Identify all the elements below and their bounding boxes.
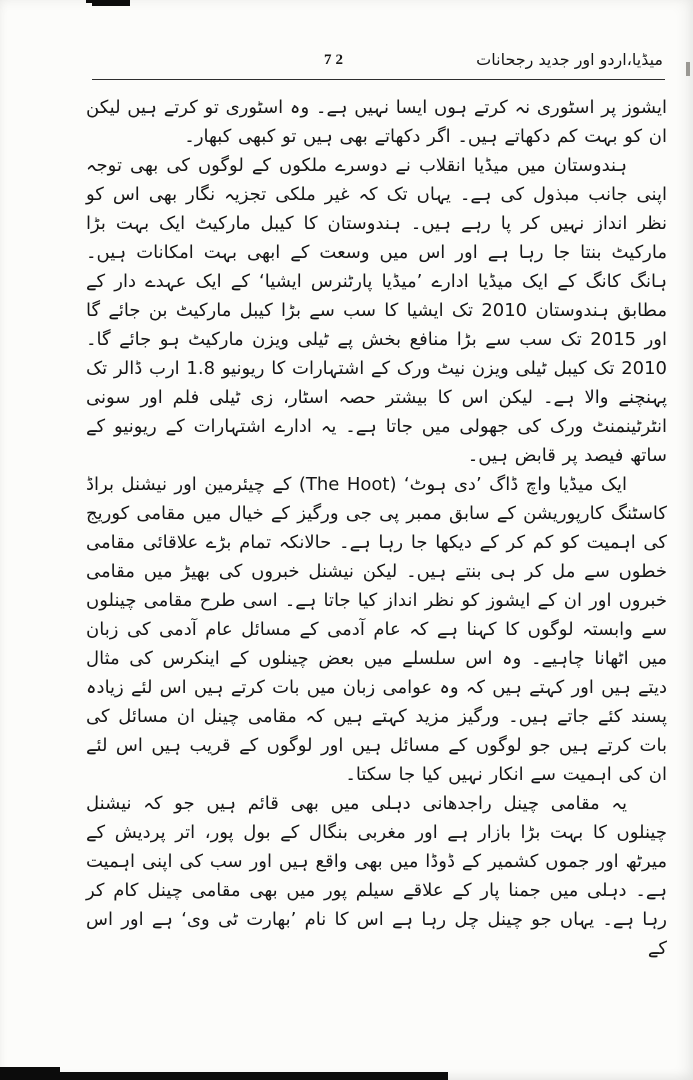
page-header xyxy=(92,50,665,74)
running-header-title: میڈیا،اردو اور جدید رجحانات xyxy=(476,50,663,69)
scan-artifact-right-edge xyxy=(686,62,690,76)
paragraph-continuation: ایشوز پر اسٹوری نہ کرتے ہوں ایسا نہیں ہے۔ وہ اسٹوری تو کرتے ہیں لیکن ان کو بہت کم دکھاتے ہیں۔ اگر دکھاتے بھی ہیں تو کبھی کبھار۔ xyxy=(86,97,667,147)
header-divider xyxy=(92,79,665,80)
paragraph-the-hoot: ایک میڈیا واچ ڈاگ ’دی ہوٹ‘ (The Hoot) کے چیئرمین اور نیشنل براڈ کاسٹنگ کارپوریشن کے سابق ممبر پی جی ورگیز کے خیال میں مقامی کوریج کی اہمیت کو کم کر کے دیکھا جا رہا ہے۔ حالانکہ تمام بڑے علاقائی مقامی خطوں سے مل کر ہی بنتے ہیں۔ لیکن نیشنل خبروں کی بھیڑ میں مقامی خبروں اور ان کے ایشوز کو نظر انداز کیا جاتا ہے۔ اسی طرح مقامی چینلوں سے وابستہ لوگوں کا کہنا ہے کہ عام آدمی کے مسائل عام آدمی کی زبان میں اٹھانا چاہیے۔ وہ اس سلسلے میں بعض چینلوں کے اینکرس کی مثال دیتے ہیں اور کہتے ہیں کہ وہ عوامی زبان میں بات کرتے ہیں اس لئے زیادہ پسند کئے جاتے ہیں۔ ورگیز مزید کہتے ہیں کہ مقامی چینل ان مسائل کی بات کرتے ہیں جو لوگوں کے مسائل ہیں اور لوگوں کے قریب ہیں اس لئے ان کی اہمیت سے انکار نہیں کیا جا سکتا۔ xyxy=(86,474,667,785)
paragraph-local-channels: یہ مقامی چینل راجدھانی دہلی میں بھی قائم ہیں جو کہ نیشنل چینلوں کا بہت بڑا بازار ہے اور مغربی بنگال کے بول پور، اتر پردیش کے میرٹھ اور جموں کشمیر کے ڈوڈا میں بھی واقع ہیں اور سب کی اپنی اہمیت ہے۔ دہلی میں جمنا پار کے علاقے سیلم پور میں بھی مقامی چینل کام کر رہا ہے۔ یہاں جو چینل چل رہا ہے اس کا نام ’بھارت ٹی وی‘ ہے اور اس کے xyxy=(86,793,667,959)
page-body xyxy=(86,93,667,1030)
page-number: 72 xyxy=(324,52,347,68)
paragraph-media-revolution: ہندوستان میں میڈیا انقلاب نے دوسرے ملکوں کے لوگوں کی بھی توجہ اپنی جانب مبذول کی ہے۔ یہاں تک کہ غیر ملکی تجزیہ نگار بھی اس کو نظر انداز نہیں کر پا رہے ہیں۔ ہندوستان کا کیبل مارکیٹ ایک بہت بڑا مارکیٹ بنتا جا رہا ہے اور اس میں وسعت کے ابھی بہت امکانات ہیں۔ ہانگ کانگ کے ایک میڈیا ادارے ’میڈیا پارٹنرس ایشیا‘ کے ایک عہدے دار کے مطابق ہندوستان 2010 تک ایشیا کا سب سے بڑا کیبل مارکیٹ بن جائے گا اور 2015 تک سب سے بڑا منافع بخش پے ٹیلی ویزن مارکیٹ ہو جائے گا۔ 2010 تک کیبل ٹیلی ویزن نیٹ ورک کے اشتہارات کا ریونیو 1.8 ارب ڈالر تک پہنچنے والا ہے۔ لیکن اس کا بیشتر حصہ اسٹار، زی ٹیلی فلم اور سونی انٹرٹینمنٹ ورک کی جھولی میں جاتا ہے۔ یہ ادارے اشتہارات کے ریونیو کے ساتھ فیصد پر قابض ہیں۔ xyxy=(86,155,668,466)
scan-artifact-bottom-corner xyxy=(0,1067,60,1080)
scan-artifact-top-left xyxy=(92,0,130,6)
scan-artifact-top-edge xyxy=(86,0,93,3)
scan-artifact-bottom-bar xyxy=(0,1072,448,1080)
